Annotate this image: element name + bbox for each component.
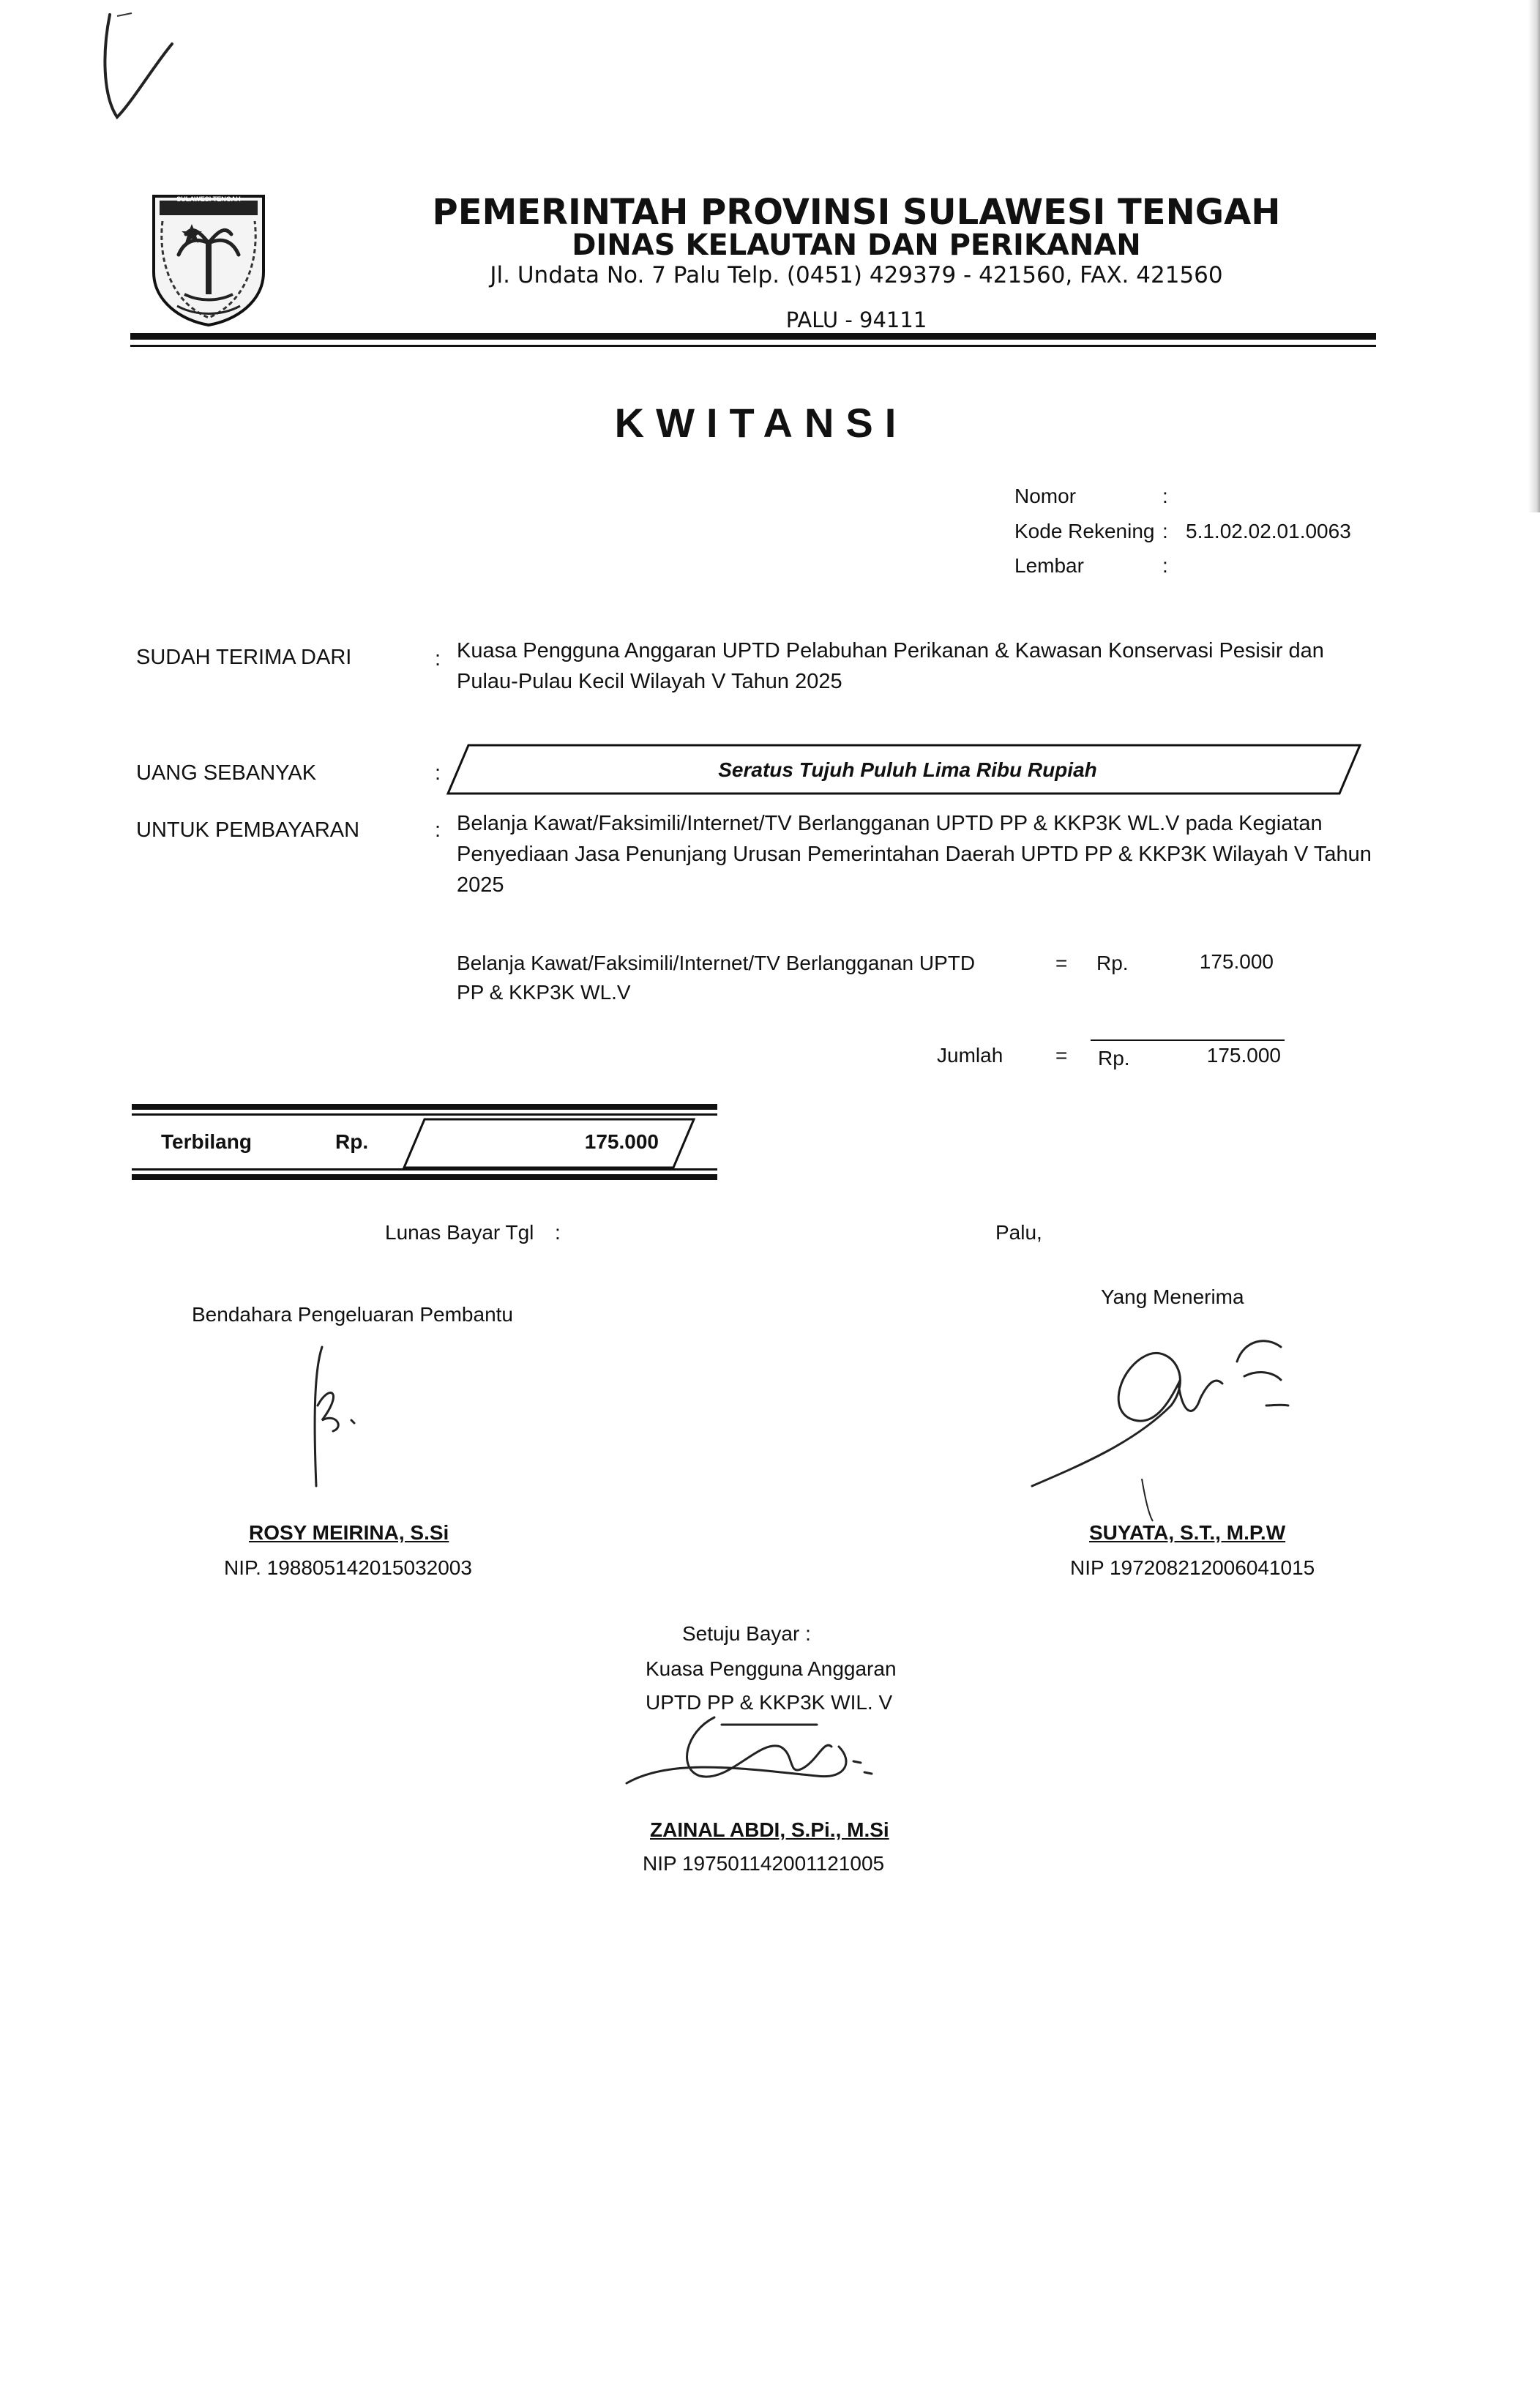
terbilang-rule-top-thin <box>132 1113 717 1116</box>
untuk-pembayaran-colon: : <box>435 818 441 842</box>
terbilang-label: Terbilang <box>161 1130 252 1153</box>
terbilang-currency: Rp. <box>335 1130 369 1153</box>
provincial-emblem-logo <box>148 192 269 328</box>
total-currency: Rp. <box>1098 1047 1130 1070</box>
place-label: Palu, <box>995 1221 1042 1244</box>
uang-sebanyak-colon: : <box>435 761 441 785</box>
kpa-title-line1: Kuasa Pengguna Anggaran <box>646 1657 897 1680</box>
line-item-amount: 175.000 <box>1199 950 1274 973</box>
total-divider <box>1091 1039 1285 1041</box>
penerima-title: Yang Menerima <box>1101 1285 1244 1308</box>
terbilang-rule-top-thick <box>132 1104 717 1110</box>
logo-banner-text: SULAWESI TENGAH <box>176 195 241 203</box>
kpa-title-line2: UPTD PP & KKP3K WIL. V <box>646 1691 893 1714</box>
handwritten-check-mark <box>88 0 190 146</box>
bendahara-signature <box>293 1340 381 1493</box>
terbilang-rule-bottom-thin <box>132 1168 717 1171</box>
bendahara-title: Bendahara Pengeluaran Pembantu <box>192 1303 514 1326</box>
kpa-signature <box>612 1695 905 1805</box>
penerima-name: SUYATA, S.T., M.P.W <box>1089 1521 1286 1544</box>
total-label: Jumlah <box>937 1044 1003 1067</box>
kode-rekening-value: 5.1.02.02.01.0063 <box>1186 520 1351 542</box>
penerima-signature <box>1025 1332 1303 1523</box>
sudah-terima-label: SUDAH TERIMA DARI <box>136 646 352 669</box>
terbilang-amount: 175.000 <box>584 1130 659 1153</box>
penerima-nip: NIP 197208212006041015 <box>1070 1556 1315 1579</box>
scan-edge-shadow <box>1528 0 1540 512</box>
line-item-currency: Rp. <box>1096 952 1129 974</box>
kpa-approval-label: Setuju Bayar : <box>682 1622 811 1645</box>
terbilang-rule-bottom-thick <box>132 1174 717 1180</box>
letterhead-rule-thin <box>130 345 1376 347</box>
kpa-name: ZAINAL ABDI, S.Pi., M.Si <box>650 1818 889 1841</box>
total-amount: 175.000 <box>1206 1044 1281 1067</box>
lembar-colon: : <box>1162 554 1168 577</box>
uang-sebanyak-label: UANG SEBANYAK <box>136 761 317 785</box>
nomor-label: Nomor <box>1014 485 1077 507</box>
lembar-label: Lembar <box>1014 554 1084 577</box>
line-item-description: Belanja Kawat/Faksimili/Internet/TV Berlangganan UPTD PP & KKP3K WL.V <box>457 952 976 1004</box>
untuk-pembayaran-value: Belanja Kawat/Faksimili/Internet/TV Berlangganan UPTD PP & KKP3K WL.V pada Kegiatan Penyediaan Jasa Penunjang Urusan Pemerintahan Daerah UPTD PP & KKP3K Wilayah V Tahun 2025 <box>457 812 1372 897</box>
lunas-bayar-colon: : <box>555 1221 561 1244</box>
lunas-bayar-label: Lunas Bayar Tgl <box>385 1221 534 1244</box>
org-address: Jl. Undata No. 7 Palu Telp. (0451) 429379 - 421560, FAX. 421560 <box>490 262 1223 288</box>
sudah-terima-value: Kuasa Pengguna Anggaran UPTD Pelabuhan Perikanan & Kawasan Konservasi Pesisir dan Pulau-Pulau Kecil Wilayah V Tahun 2025 <box>457 639 1324 693</box>
kode-rekening-label: Kode Rekening <box>1014 520 1155 542</box>
untuk-pembayaran-label: UNTUK PEMBAYARAN <box>136 818 360 842</box>
org-name-line2: DINAS KELAUTAN DAN PERIKANAN <box>572 228 1141 262</box>
kode-rekening-colon: : <box>1162 520 1168 542</box>
total-equals: = <box>1055 1044 1068 1067</box>
bendahara-name: ROSY MEIRINA, S.Si <box>249 1521 449 1544</box>
sudah-terima-colon: : <box>435 647 441 671</box>
amount-in-words: Seratus Tujuh Puluh Lima Ribu Rupiah <box>718 758 1097 781</box>
nomor-colon: : <box>1162 485 1168 507</box>
kpa-nip: NIP 197501142001121005 <box>643 1852 885 1875</box>
org-name-line1: PEMERINTAH PROVINSI SULAWESI TENGAH <box>432 192 1281 233</box>
bendahara-nip: NIP. 198805142015032003 <box>224 1556 472 1579</box>
org-city-postal: PALU - 94111 <box>785 307 927 332</box>
letterhead-rule-thick <box>130 333 1376 340</box>
line-item-equals: = <box>1055 952 1068 974</box>
document-title: KWITANSI <box>614 400 908 446</box>
